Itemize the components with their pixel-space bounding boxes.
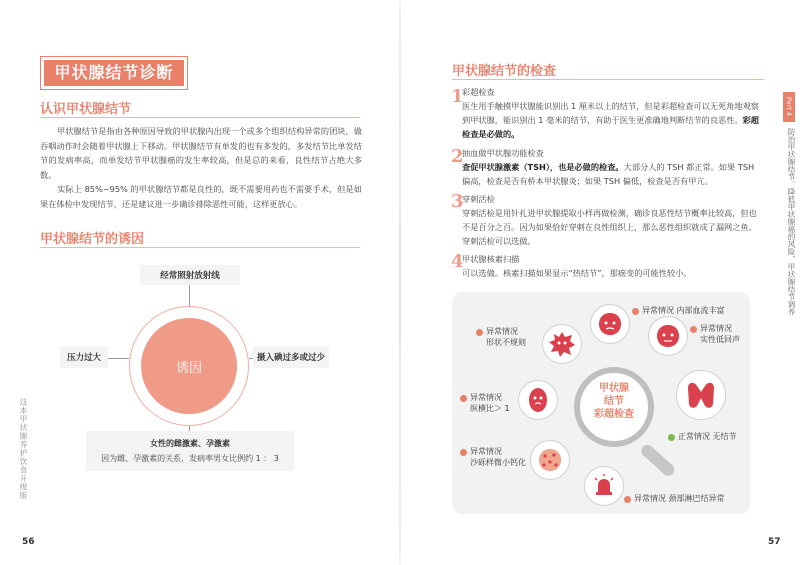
section-title-understand: 认识甲状腺结节	[40, 102, 132, 117]
step-4-title: 甲状腺核素扫描	[462, 254, 520, 264]
step-1-body	[462, 99, 762, 141]
magnifier-label	[580, 382, 648, 421]
section-rule	[40, 247, 360, 248]
finding-dot	[632, 308, 639, 315]
step-1	[462, 85, 762, 141]
step-1-emphasis: 彩超检查是必做的。	[462, 115, 759, 139]
step-3-number: 3	[451, 191, 464, 212]
section-title-causes: 甲状腺结节的诱因	[40, 232, 145, 247]
main-title: 甲状腺结节诊断	[44, 60, 184, 86]
step-3-body: 穿刺活检是用针扎进甲状腺提取小样再做检测，确诊良恶性结节概率比较高，但也不是百分之百。因为如果恰好穿刺在良性组织上，那么恶性组织就成了漏网之鱼。穿刺活检可以选做。	[462, 208, 757, 246]
step-4	[462, 252, 762, 280]
page-number-right: 57	[768, 537, 781, 547]
cause-hormones-title: 女性的雌激素、孕激素	[150, 439, 230, 448]
step-3-title: 穿刺活检	[462, 194, 495, 204]
step-4-number: 4	[451, 251, 464, 272]
page-number-left: 56	[22, 537, 35, 547]
finding-dot	[624, 496, 631, 503]
finding-irregular	[486, 326, 526, 348]
book-title-vertical: 这本甲状腺养护饮食升级版	[19, 398, 28, 500]
finding-solid-l2: 实性低回声	[700, 335, 740, 344]
main-title-frame	[40, 56, 188, 90]
step-2-title: 抽血做甲状腺功能检查	[462, 148, 544, 158]
finding-irregular-l2: 形状不规则	[486, 338, 526, 347]
intro-paragraph-2	[40, 182, 362, 211]
magnifier-label-line1: 甲状腺	[599, 383, 629, 394]
finding-irregular-l1: 异常情况	[486, 327, 518, 336]
finding-solid-l1: 异常情况	[700, 324, 732, 333]
step-3	[462, 192, 762, 248]
finding-lymph: 异常情况 颈部淋巴结异常	[634, 494, 725, 503]
finding-dot	[460, 395, 467, 402]
finding-calcification-l2: 沙砾样微小钙化	[470, 458, 526, 467]
finding-calcification-l1: 异常情况	[470, 447, 502, 456]
connector-left	[107, 358, 129, 359]
finding-dot	[476, 329, 483, 336]
part-badge: Part 4	[783, 92, 795, 122]
step-2-emphasis: 查促甲状腺激素（TSH），也是必做的检查。	[462, 162, 624, 172]
section-rule	[40, 117, 360, 118]
book-spine	[399, 0, 401, 565]
finding-dot-normal	[668, 434, 675, 441]
cause-radiation: 经常照射放射线	[140, 265, 240, 285]
finding-normal: 正常情况 无结节	[678, 432, 737, 441]
chapter-side-title: 防治甲状腺结节、降低甲状腺癌的风险，甲状腺结节调养	[787, 128, 796, 316]
step-2-number: 2	[451, 146, 464, 167]
step-1-number: 1	[451, 86, 464, 107]
step-2	[462, 146, 762, 188]
connector-top	[189, 284, 190, 306]
cause-hormones-desc: 因为雌、孕激素的关系，发病率男女比例约 1 ： 3	[101, 454, 279, 463]
intro-paragraph-1	[40, 124, 362, 182]
finding-calcification	[470, 446, 526, 468]
nodule-solid-icon	[648, 316, 688, 356]
step-1-body-text: 医生用手触摸甲状腺能识别出 1 厘米以上的结节，但是彩超检查可以无死角地观察到甲状腺，能识别出 1 毫米的结节，有助于医生更准确地判断结节的良恶性。	[462, 101, 759, 125]
finding-ratio	[470, 392, 510, 414]
causes-center: 诱因	[141, 318, 237, 414]
finding-blood-flow: 异常情况 内部血流丰富	[642, 306, 725, 315]
section-title-exams: 甲状腺结节的检查	[452, 64, 557, 79]
finding-ratio-l2: 纵横比＞ 1	[470, 404, 510, 413]
nodule-ratio-icon	[518, 380, 558, 420]
step-2-body-text: 大部分人的 TSH 都正常。如果 TSH 偏高，检查是否有桥本甲状腺炎；如果 TSH 偏低，检查是否有甲亢。	[462, 162, 755, 186]
nodule-blood-flow-icon	[590, 304, 630, 344]
intro-paragraph-1-text: 甲状腺结节是指由各种原因导致的甲状腺内出现一个或多个组织结构异常的团块，做吞咽动作时会随着甲状腺上下移动。甲状腺结节有单发的也有多发的，多发结节比单发结节的发病率高，而单发结节甲状腺癌的发生率较高，但是总的来看，良性结节占绝大多数。	[40, 126, 362, 180]
normal-thyroid-icon	[676, 370, 726, 420]
finding-ratio-l1: 异常情况	[470, 393, 502, 402]
magnifier-label-line3: 彩超检查	[594, 409, 634, 420]
cause-stress: 压力过大	[60, 346, 108, 368]
step-2-body	[462, 160, 762, 188]
finding-dot	[460, 449, 467, 456]
step-1-title: 彩超检查	[462, 87, 495, 97]
nodule-irregular-icon	[542, 324, 582, 364]
nodule-calcification-icon	[530, 440, 570, 480]
cause-iodine: 摄入碘过多或过少	[253, 346, 329, 368]
finding-solid	[700, 323, 740, 345]
cause-hormones	[86, 431, 294, 471]
step-4-body: 可以选做。核素扫描如果显示“热结节”，那癌变的可能性较小。	[462, 268, 692, 278]
alert-siren-icon	[584, 466, 624, 506]
intro-paragraph-2-text: 实际上 85%~95% 的甲状腺结节都是良性的，既不需要用药也不需要手术，但是如果在体检中发现结节，还是建议进一步确诊排除恶性可能，这样更放心。	[40, 184, 362, 209]
magnifier-label-line2: 结节	[604, 396, 624, 407]
finding-dot	[690, 326, 697, 333]
section-rule	[452, 79, 764, 80]
